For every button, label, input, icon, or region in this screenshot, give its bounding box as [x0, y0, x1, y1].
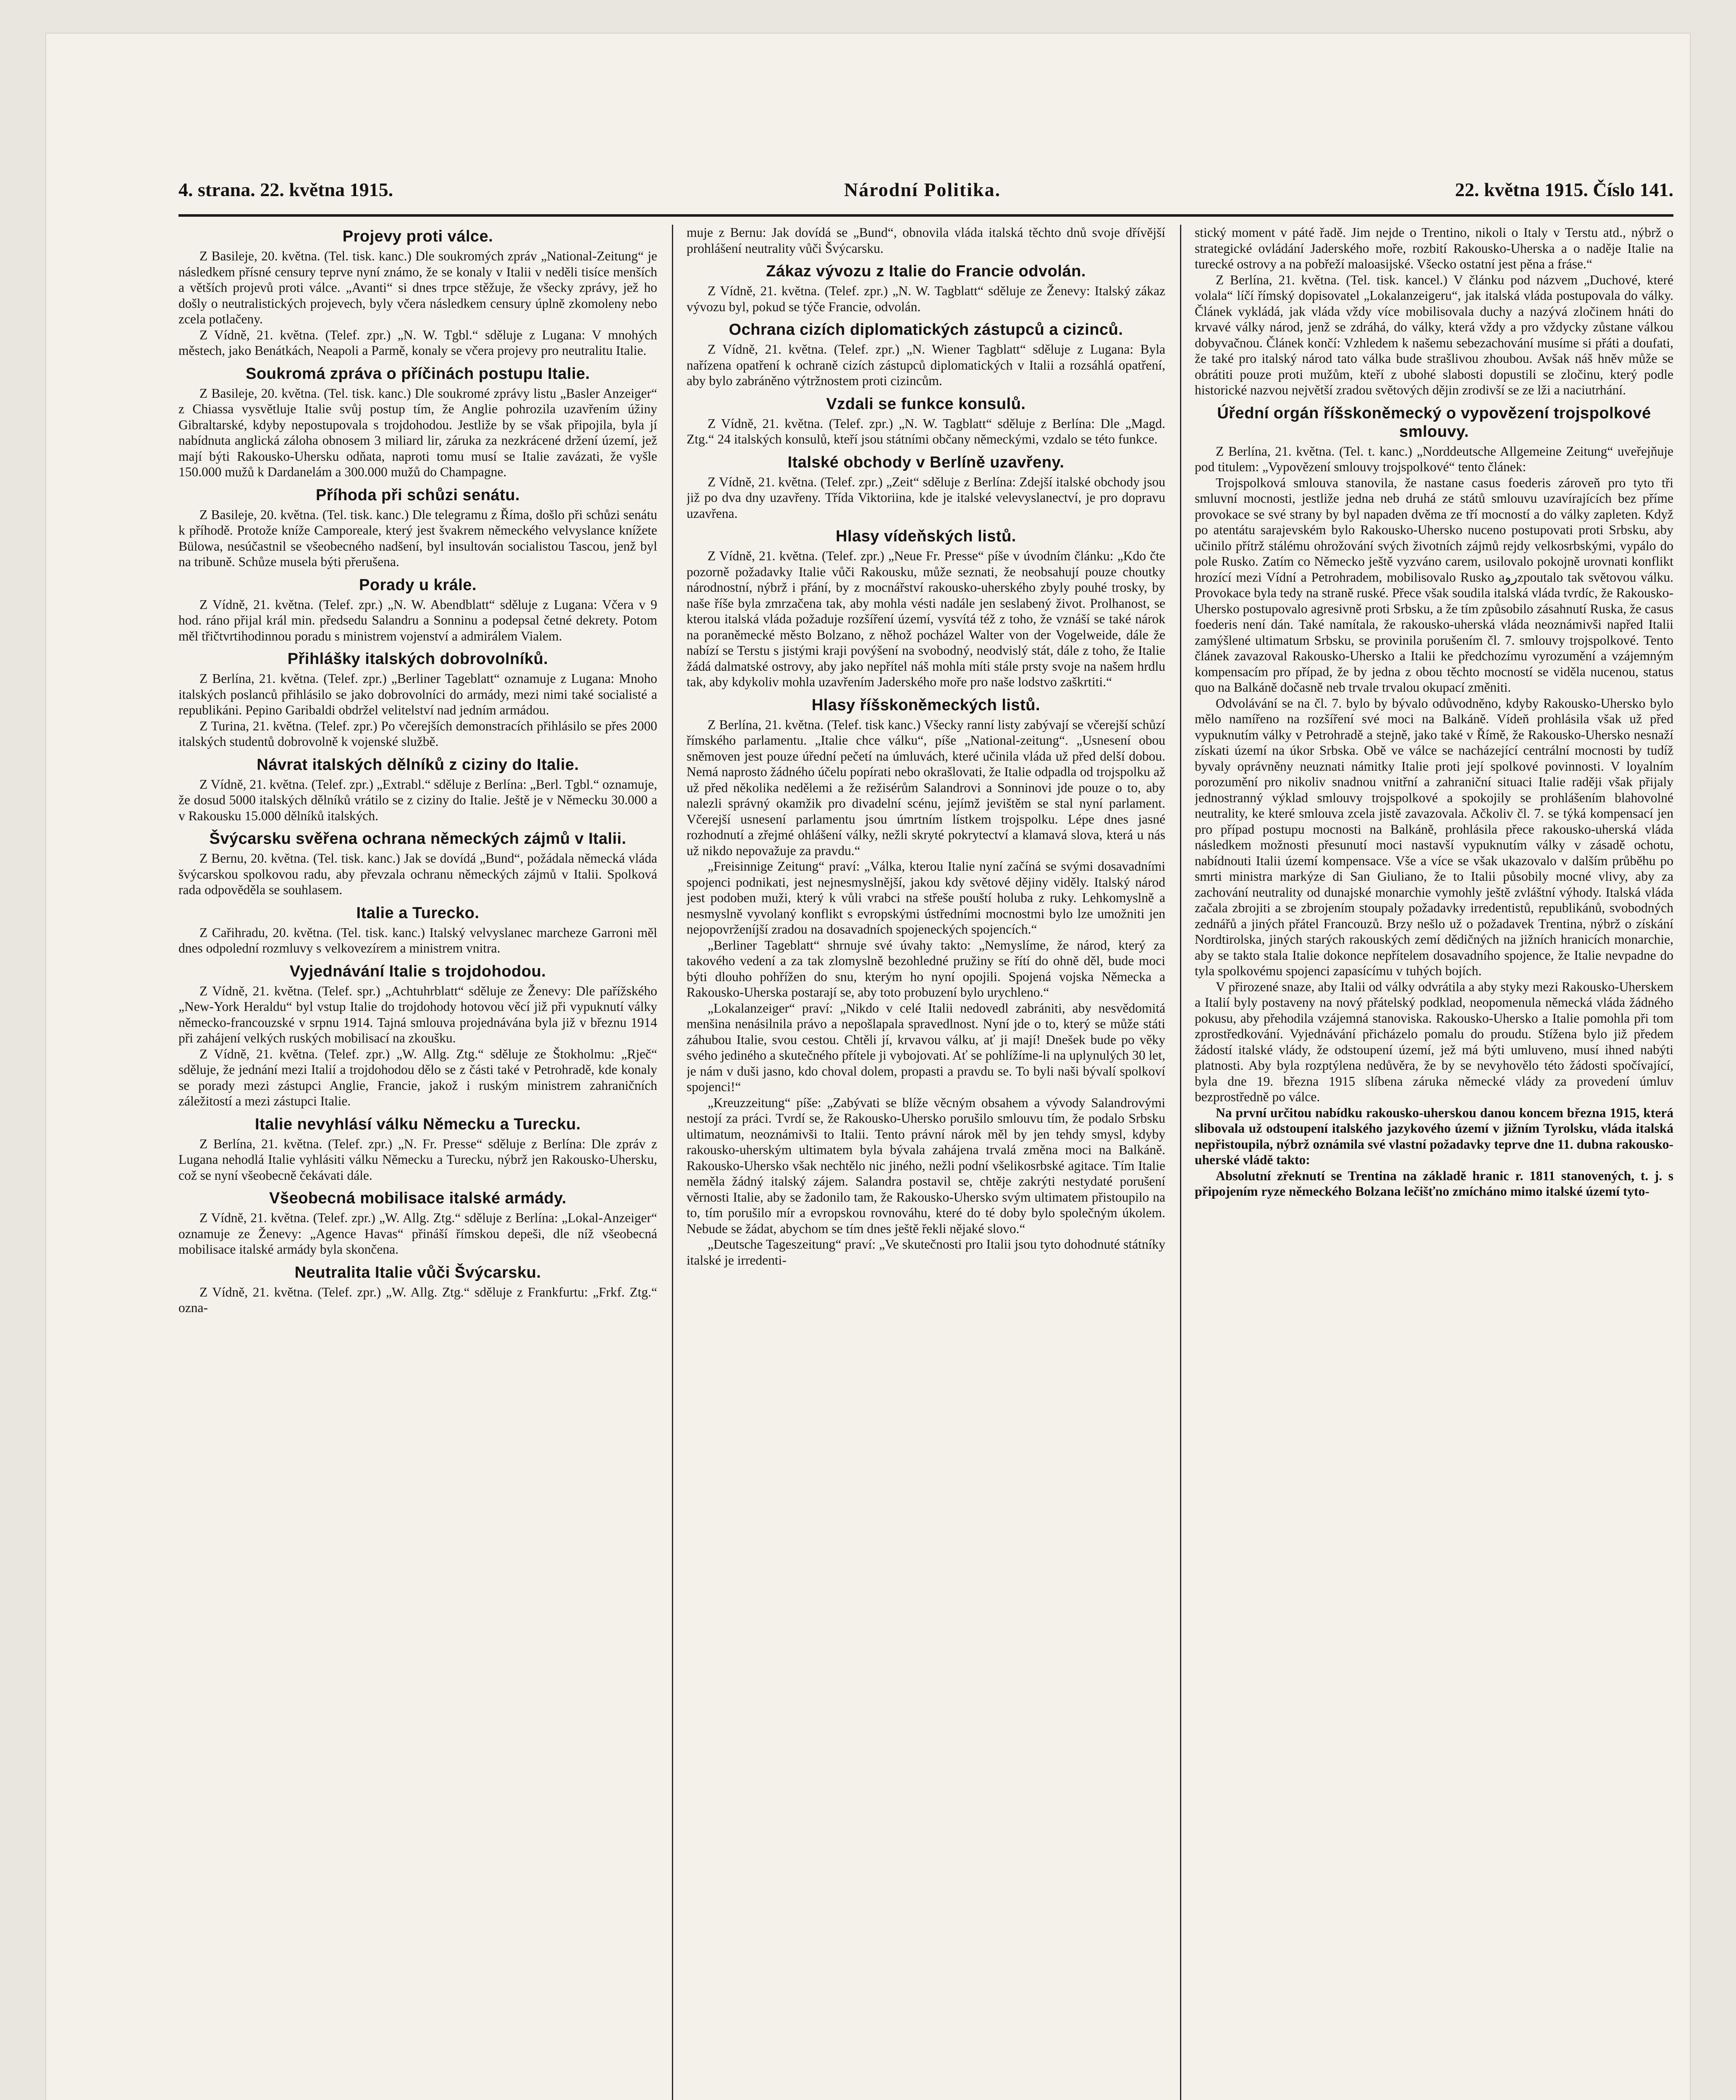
article-paragraph: Z Vídně, 21. května. (Telef. zpr.) „N. W. Tagblatt“ sděluje z Berlína: Dle „Magd. Ztg.“ 24 italských konsulů, kteří jsou státními občany německými, vzdalo se této funkce.	[687, 416, 1165, 446]
article-headline: Ochrana cizích diplomatických zástupců a cizinců.	[729, 321, 1123, 339]
article-headline: Švýcarsku svěřena ochrana německých zájmů v Italii.	[209, 830, 627, 848]
article-paragraph: Z Berlína, 21. května. (Telef. zpr.) „N. Fr. Presse“ sděluje z Berlína: Dle zpráv z Lugana nehodlá Italie vyhlásiti válku Německu a Turecku, nýbrž jen Rakousko-Uhersku, což se nyní všeobecně čekávati dále.	[178, 1136, 657, 1183]
article-headline: Přihlášky italských dobrovolníků.	[287, 650, 548, 668]
article-paragraph: Z Vídně, 21. května. (Telef. zpr.) „N. W. Tgbl.“ sděluje z Lugana: V mnohých městech, jako Benátkách, Neapoli a Parmě, konaly se včera projevy pro neutralitu Italie.	[178, 327, 657, 358]
article-headline: Vzdali se funkce konsulů.	[826, 395, 1026, 413]
article-paragraph: Z Cařihradu, 20. května. (Tel. tisk. kanc.) Italský velvyslanec marcheze Garroni měl dnes odpolední rozmluvy s velkovezírem a ministrem vnitra.	[178, 925, 657, 956]
article-paragraph: Z Berlína, 21. května. (Tel. tisk. kancel.) V článku pod názvem „Duchové, které volala“ líčí římský dopisovatel „Lokalanzeigeru“, jak italská vláda postupovala do války. Článek vykládá, jak vláda vždy více mobilisovala duchy a nazývá zločinem hnáti do krvavé války národ, jenž se zdráhá, do války, která vždy a pro vždycky zůstane válkou dobyvačnou. Článek končí: Vzhledem k našemu sebezachování musíme si přáti a doufati, že také pro italský národ tato válka bude strašlivou zhoubou. Avšak náš hněv může se obrátiti pouze proti mužům, kteří z ubohé slabosti dopustili se zločinu, který podle historické nazvou největší zradou světových dějin zrodivší se ze lži a naciutrhání.	[1195, 272, 1673, 397]
article	[178, 1263, 657, 1316]
article-paragraph: Z Vídně, 21. května. (Telef. zpr.) „N. W. Abendblatt“ sděluje z Lugana: Včera v 9 hod. ráno přijal král min. předsedu Salandru a Sonninu a podepsal četné dekrety. Potom měl třičtvrtihodinnou poradu s ministrem vojenství a admirálem Vialem.	[178, 597, 657, 643]
article-paragraph: Z Berlína, 21. května. (Telef. tisk kanc.) Všecky ranní listy zabývají se včerejší schůzí římského parlamentu. „Italie chce válku“, píše „National-zeitung“. „Usnesení obou sněmoven jest pouze úřední pečetí na úmluvách, které učinila vláda už před delší dobou. Nemá naprosto žádného účelu popírati nebo okrašlovati, že Italie odpadla od trojspolku až už před několika nedělemi a že režisérům Salandrovi a Sonninovi jde pouze o to, aby nalezli správný okamžik pro divadelní scénu, jejímž jevištěm se stal nyní parlament. Včerejší usnesení parlamentu jsou úmrtním lístkem trojspolku. Lépe dnes jasné rozhodnutí a zřejmé ohlášení války, nežli skryté pokrytectví a klamavá slova, která u nás už nikdo nepovažuje za pravdu.“	[687, 717, 1165, 858]
article-paragraph: Z Vídně, 21. května. (Telef. zpr.) „W. Allg. Ztg.“ sděluje ze Štokholmu: „Rječ“ sděluje, že jednání mezi Italií a trojdohodou dělo se z části také v Petrohradě, kde konaly se porady mezi zástupci Anglie, Francie, jakož i ruským ministrem zahraničních záležitostí a mezi zástupci Italie.	[178, 1046, 657, 1108]
article-headline: Hlasy vídeňských listů.	[836, 528, 1016, 545]
article-paragraph: „Deutsche Tageszeitung“ praví: „Ve skutečnosti pro Italii jsou tyto dohodnuté státníky italské je irredenti-	[687, 1237, 1165, 1268]
article-paragraph: Absolutní zřeknutí se Trentina na základě hranic r. 1811 stanovených, t. j. s připojením ryze německého Bolzana lečišťno zmícháno mimo italské území tyto-	[1195, 1168, 1673, 1199]
article-paragraph: Z Vídně, 21. května. (Telef. spr.) „Achtuhrblatt“ sděluje ze Ženevy: Dle pařížského „New-York Heraldu“ byl vstup Italie do trojdohody hotovou věcí již při vypuknutí války německo-francouzské v srpnu 1914. Tajná smlouva projednávána byla již v březnu 1914 při zahájení velkých ruských mobilisací na zkoušku.	[178, 983, 657, 1045]
article-headline: Všeobecná mobilisace italské armády.	[269, 1189, 566, 1207]
article-paragraph: „Lokalanzeiger“ praví: „Nikdo v celé Italii nedovedl zabrániti, aby nesvědomitá menšina nenásilnila právo a nepošlapala spravedlnost. Nyní jde o to, který se může státi záhubou Italie, svou cestou. Chtěli jí, krvavou válku, ať ji mají! Dnešek bude po věky svého jediného a skutečného přítele ji vybojovati. Ať se pohlížíme-li na uplynulých 30 let, je nám v duši jasno, kdo choval dolem, propasti a pravdu se. To byli naši bývalí spolkoví spojenci!“	[687, 1000, 1165, 1094]
article-headline: Zákaz vývozu z Italie do Francie odvolán.	[766, 262, 1086, 280]
article	[687, 527, 1165, 690]
article	[687, 262, 1165, 315]
article-paragraph: Z Basileje, 20. května. (Tel. tisk. kanc.) Dle telegramu z Říma, došlo při schůzi senátu k příhodě. Protože kníže Camporeale, který jest švakrem německého velvyslance knížete Bülowa, nesúčastnil se všeobecného nadšení, byl insultován socialistou Tascou, jenž byl na tribuně. Schůze musela býti přerušena.	[178, 507, 657, 569]
article	[178, 365, 657, 480]
article-headline: Italie a Turecko.	[356, 904, 480, 922]
article-paragraph: „Berliner Tageblatt“ shrnuje své úvahy takto: „Nemyslíme, že národ, který za takového vedení a za tak zlomyslně bezohledné pružiny se řítí do ohně děl, bude moci býti dlouho pohřížen do snu, kterým ho nyní opojili. Spojená vojska Německa a Rakousko-Uherska postarají se, aby toto probuzení bylo urychleno.“	[687, 937, 1165, 1000]
article-headline: Úřední orgán říšskoněmecký o vypovězení trojspolkové smlouvy.	[1217, 404, 1651, 441]
article	[178, 227, 657, 359]
article	[178, 756, 657, 824]
article-paragraph: V přirozené snaze, aby Italii od války odvrátila a aby styky mezi Rakousko-Uherskem a Italií byly postaveny na nový přátelský podklad, neopomenula německá vláda žádného pokusu, aby přehodila vzájemná stanoviska. Rakousko-Uhersko a Italie pomohla při tom zprostředkování. Vyjednávání přicházelo pomalu do proudu. Stížena bylo již předem žádostí italské vlády, že odstoupení území, jež má býti umluveno, musí ihned nabýti platnosti. Aby byla rozptýlena nedůvěra, že by se nevyhovělo této žádosti spočívající, byla dne 19. března 1915 slíbena záruka německé vlády za provedení úmluv bezprostředně po válce.	[1195, 979, 1673, 1104]
article	[1195, 404, 1673, 1200]
column-2	[687, 225, 1165, 2100]
article	[687, 453, 1165, 522]
article-paragraph: Z Vídně, 21. května. (Telef. zpr.) „W. Allg. Ztg.“ sděluje z Berlína: „Lokal-Anzeiger“ oznamuje ze Ženevy: „Agence Havas“ přináší římskou depeši, dle níž všeobecná mobilisace italské armády byla skončena.	[178, 1210, 657, 1257]
article	[687, 395, 1165, 447]
article-paragraph: Z Vídně, 21. května. (Telef. zpr.) „Zeit“ sděluje z Berlína: Zdejší italské obchody jsou již po dva dny uzavřeny. Třída Viktoriina, kde je italské velevyslanectví, je pro dopravu uzavřena.	[687, 474, 1165, 521]
article-paragraph: muje z Bernu: Jak dovídá se „Bund“, obnovila vláda italská těchto dnů svoje dřívější prohlášení neutrality vůči Švýcarsku.	[687, 225, 1165, 256]
article	[687, 696, 1165, 1268]
article-paragraph: Z Vídně, 21. května. (Telef. zpr.) „Neue Fr. Presse“ píše v úvodním článku: „Kdo čte pozorně požadavky Italie vůči Rakousku, může seznati, že neobsahují pouze choutky národnostní, nýbrž i přání, by z mocnářství rakousko-uherského zbyly pouhé trosky, by naše říše byla zmrzačena tak, aby mohla vésti nadále jen seslabený život. Prolhanost, se kterou italská vláda požaduje rozšíření území, vysvítá též z toho, že vznáší se také nárok na poraněmecké město Bolzano, z něhož pocházel Walter von der Vogelweide, dále že nabízí se Terstu s jistými kraji povýšení na svobodný, neodvislý stát, dále z toho, že Italie žádá dalmatské ostrovy, aby jako nepřítel náš mohla míti stále prsty svoje na našem hrdlu tak, aby kdykoliv mohla uzavřením Jaderského moře pro naše lodstvo zaškrtiti.“	[687, 549, 1165, 689]
article	[178, 962, 657, 1109]
article	[178, 486, 657, 570]
article-continuation	[1195, 225, 1673, 398]
article-paragraph: stický moment v páté řadě. Jim nejde o Trentino, nikoli o Italy v Terstu atd., nýbrž o strategické ovládání Jaderského moře, rozbití Rakousko-Uherska a o naděje Italie na turecké ostrovy a na pobřeží maloasijské. Všecko ostatní jest pěna a fráse.“	[1195, 225, 1673, 271]
article-paragraph: Trojspolková smlouva stanovila, že nastane casus foederis zároveň pro tyto tři smluvní mocnosti, jestliže jedna neb druhá ze států smlouvu uzavírajících bez příme provokace se své strany by byl napaden dvěma ze tří mocností a do války zapleten. Když po atentátu sarajevském bylo Rakousko-Uhersko nuceno postupovati proti Srbsku, aby učinilo přítrž stálému ohrožování svých životních zájmů rejdy velkosrbskými, vypálo do pole Rusko. Zatím co Německo ještě vyzváno carem, usilovalo pokojně urovnati konflikt hrozící mezi Vídní a Petrohradem, mobilisovalo Rusko aروzpoutalo tak světovou válku. Provokace byla tedy na straně ruské. Přece však soudila italská vláda tvrdíc, že Rakousko-Uhersko postupovalo agresivně proti Srbsku, a že tím způsobilo zásahnutí Ruska, že casus foederis není dán. Také namítala, že rakousko-uherská vláda neoznámivši napřed Italii zamýšlené ultimatum Srbsku, se provinila porušením čl. 7. smlouvy trojspolkové. Tento článek zavazoval Rakousko-Uhersko a Italii ke předchozímu vyrozumění a vzájemným kompensacím pro případ, že by jedna z obou těchto mocností se viděla nucenou, status quo na Balkáně dočasně neb trvale trvalou okupací změniti.	[1195, 475, 1673, 695]
article-headline: Soukromá zpráva o příčinách postupu Italie.	[246, 365, 590, 383]
article-headline: Projevy proti válce.	[342, 228, 493, 245]
masthead	[178, 170, 1673, 212]
article	[178, 576, 657, 644]
article-headline: Italie nevyhlásí válku Německu a Turecku.	[255, 1115, 581, 1133]
article-paragraph: Odvolávání se na čl. 7. bylo by bývalo odůvodněno, kdyby Rakousko-Uhersko bylo mělo namířeno na rozšíření své moci na Balkáně. Vídeň prohlásila však už před vypuknutím války v Petrohradě a stejně, jako také v Římě, že Rakousko-Uhersko nesnaží získati území na úkor Srbska. Obě ve válce se nacházející centrální mocnosti by tudíž byvaly oprávněny neuznati námitky Italie proti její spolkové povinnosti. V loyalním porozumění pro nikoliv snadnou vnitřní a zahraniční situaci Italie raději však přijaly jednostranný výklad smlouvy trojspolkové a spokojily se prohlášením blahovolné neutrality, ke které smlouva zcela jistě zavazovala. Ačkoliv čl. 7. se týká kompensací jen pro případ postupu mocnosti na Balkáně, prohlásila přece rakousko-uherská vláda následkem možnosti přesunutí moci nastavší vypuknutím války v zásadě ochotu, nabídnouti Italii území kompensace. Vše a více se však ukazovalo v dalším průběhu po smrti ministra markýze di San Giuliano, že to Italii působily mocné vlivy, aby za zachování neutrality od dunajské monarchie vymohly ještě zvláštní výhody. Italská vláda začala zbrojiti a se zbrojením stoupaly požadavky irredentistů, republikánů, svobodných zednářů a jiných přátel Francouzů. Brzy nešlo už o požadavek Trentina, nýbrž o získání Nordtirolska, jiných starých rakouských zemí dědičných na jižních hranicích monarchie, aby se takto stala Italie dokonce nepřítelem dosavadního spojence, že Italie nevpadne do tyla spolkovému spojenci zapasícímu v tuhých bojích.	[1195, 696, 1673, 978]
article-paragraph: „Kreuzzeitung“ píše: „Zabývati se blíže věcným obsahem a vývody Salandrovými nestojí za práci. Tvrdí se, že Rakousko-Uhersko porušilo smlouvu tím, že podalo Srbsku ultimatum, neoznámivši to Italii. Tento právní nárok měl by jen tehdy smysl, kdyby rakousko-uherským ultimatem byla bývala zahájena trvalá změna moci na Balkáně. Rakousko-Uhersko však nechtělo nic jiného, nežli podní všelikosrbské agitace. Tím Italie neměla žádný italský zájem. Salandra postavil se, chtěje zakrýti nestydaté porušení věrnosti Italie, aby se žadonilo tam, že Rakousko-Uhersko svým ultimatem přistoupilo na to, tím porušilo mír a evropskou rovnováhu, které do té doby bylo společným úkolem. Nebude se žádat, abychom se tím dnes ještě řekli nějaké slovo.“	[687, 1095, 1165, 1236]
article-paragraph: Z Basileje, 20. května. (Tel. tisk. kanc.) Dle soukromých zpráv „National-Zeitung“ je následkem přísné censury teprve nyní známo, že se konaly v Italii v neděli tisíce menších a větších projevů proti válce. „Avanti“ si dnes trpce stěžuje, že všecky zprávy, jež ho došly o neutralistických projevech, byly včera následkem censury úplně zkomoleny nebo zcela potlačeny.	[178, 249, 657, 326]
article	[178, 650, 657, 750]
article-headline: Vyjednávání Italie s trojdohodou.	[289, 962, 546, 980]
article	[687, 320, 1165, 389]
article-paragraph: Z Berlína, 21. května. (Telef. zpr.) „Berliner Tageblatt“ oznamuje z Lugana: Mnoho italských poslanců přihlásilo se jako dobrovolníci do armády, mezi nimi také socialisté a republikáni. Pepino Garibaldi obdržel velitelství nad jedním armádou.	[178, 671, 657, 717]
article-headline: Příhoda při schůzi senátu.	[316, 486, 520, 504]
column-1	[178, 225, 657, 2100]
article-paragraph: Z Basileje, 20. května. (Tel. tisk. kanc.) Dle soukromé zprávy listu „Basler Anzeiger“ z Chiassa vysvětluje Italie svůj postup tím, že Anglie pohrozila uzavřením úžiny Gibraltarské, kdyby nepostupovala s trojdohodou. Jestliže by se však připojila, byla jí nabídnuta anglická záloha obnosem 3 miliard lir, záruka za nezkrácené držení území, jež mají býti Rakousko-Uhersku odňata, naproti tomu musí se Italie zavázati, že vyšle 150.000 mužů k Dardanelám a 300.000 mužů do Champagne.	[178, 386, 657, 479]
article	[178, 830, 657, 898]
article-headline: Hlasy říšskoněmeckých listů.	[811, 696, 1041, 714]
article-headline: Neutralita Italie vůči Švýcarsku.	[294, 1263, 541, 1281]
article	[178, 1115, 657, 1184]
newspaper-page	[46, 34, 1690, 2100]
article-paragraph: Z Vídně, 21. května. (Telef. zpr.) „N. Wiener Tagblatt“ sděluje z Lugana: Byla nařízena opatření k ochraně cizích zástupců diplomatických v Italii a rozsáhlá opatření, aby bylo zabráněno výtržnostem proti cizincům.	[687, 342, 1165, 388]
article	[178, 904, 657, 956]
column-3	[1195, 225, 1673, 2100]
article-paragraph: Z Vídně, 21. května. (Telef. zpr.) „W. Allg. Ztg.“ sděluje z Frankfurtu: „Frkf. Ztg.“ ozna-	[178, 1284, 657, 1315]
article-paragraph: Z Bernu, 20. května. (Tel. tisk. kanc.) Jak se dovídá „Bund“, požádala německá vláda švýcarskou spolkovou radu, aby převzala ochranu německých zájmů v Italii. Spolková rada odpověděla se souhlasem.	[178, 851, 657, 897]
article-headline: Návrat italských dělníků z ciziny do Italie.	[257, 756, 579, 774]
article-paragraph: Z Vídně, 21. května. (Telef. zpr.) „N. W. Tagblatt“ sděluje ze Ženevy: Italský zákaz vývozu byl, pokud se týče Francie, odvolán.	[687, 284, 1165, 314]
newspaper-title: Národní Politika.	[844, 179, 1001, 200]
article-paragraph: „Freisinnige Zeitung“ praví: „Válka, kterou Italie nyní začíná se svými dosavadními spojenci podnikati, jest nejnesmyslnější, jakou kdy světové dějiny viděly. Italský národ jest podoben muži, který k vůli vrabci na střeše pouští holuba z ruky. Lehkomyslně a nesmyslně vyvolaný konflikt s evropskými ústředními mocnostmi bylo lze umožniti jen nejopovrženíjší zradou na dosavadních spojeneckých spojencích.“	[687, 859, 1165, 937]
article-paragraph: Na první určitou nabídku rakousko-uherskou danou koncem března 1915, která slibovala už odstoupení italského jazykového území v jižním Tyrolsku, vláda italská nepřistoupila, nýbrž oznámila své vlastní požadavky teprve dne 11. dubna rakousko-uherské vládě takto:	[1195, 1105, 1673, 1167]
page-number-date: 4. strana. 22. května 1915.	[178, 179, 393, 200]
article-headline: Italské obchody v Berlíně uzavřeny.	[787, 453, 1065, 471]
article-paragraph: Z Vídně, 21. května. (Telef. zpr.) „Extrabl.“ sděluje z Berlína: „Berl. Tgbl.“ oznamuje, že dosud 5000 italských dělníků vrátilo se z ciziny do Italie. Ještě je v Německu 30.000 a v Rakousku 15.000 dělníků italských.	[178, 777, 657, 823]
article-paragraph: Z Berlína, 21. května. (Tel. t. kanc.) „Norddeutsche Allgemeine Zeitung“ uveřejňuje pod titulem: „Vypovězení smlouvy trojspolkové“ tento článek:	[1195, 444, 1673, 474]
column-divider	[1180, 225, 1181, 2100]
article-continuation	[687, 225, 1165, 256]
article-headline: Porady u krále.	[359, 576, 477, 594]
article-paragraph: Z Turina, 21. května. (Telef. zpr.) Po včerejších demonstracích přihlásilo se přes 2000 italských studentů dobrovolně k vojenské službě.	[178, 718, 657, 749]
header-rule	[178, 214, 1673, 217]
issue-date-number: 22. května 1915. Číslo 141.	[1455, 179, 1673, 200]
article	[178, 1189, 657, 1257]
column-divider	[672, 225, 673, 2100]
